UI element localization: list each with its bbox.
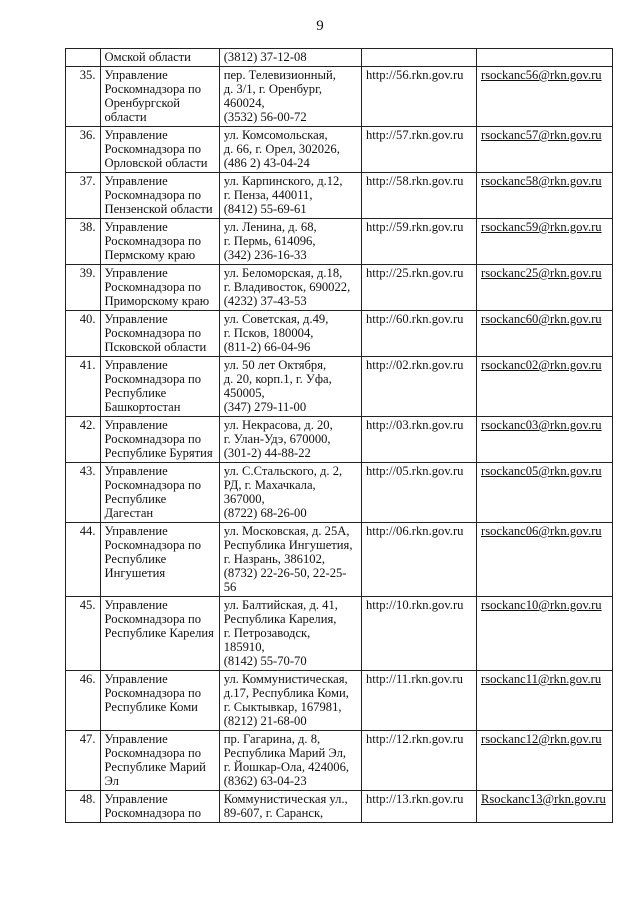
email-link[interactable] [477, 463, 613, 523]
table-row [66, 67, 613, 127]
row-number-cell: 36. [66, 127, 101, 173]
email-link[interactable] [477, 67, 613, 127]
address-cell: пер. Телевизионный, д. 3/1, г. Оренбург, 460024, (3532) 56-00-72 [219, 67, 361, 127]
website-link[interactable]: http://25.rkn.gov.ru [361, 265, 476, 311]
row-number-cell: 38. [66, 219, 101, 265]
row-number-cell: 43. [66, 463, 101, 523]
email-text[interactable]: Rsockanc13@rkn.gov.ru [481, 792, 606, 806]
email-link[interactable] [477, 791, 613, 823]
table-row [66, 523, 613, 597]
row-number-cell: 37. [66, 173, 101, 219]
website-link[interactable]: http://02.rkn.gov.ru [361, 357, 476, 417]
row-number-cell: 45. [66, 597, 101, 671]
table-row [66, 417, 613, 463]
email-text[interactable]: rsockanc10@rkn.gov.ru [481, 598, 602, 612]
website-link[interactable]: http://03.rkn.gov.ru [361, 417, 476, 463]
email-link[interactable] [477, 357, 613, 417]
department-name-cell: Управление Роскомнадзора по Псковской области [100, 311, 219, 357]
address-cell: ул. Балтийская, д. 41, Республика Карелия, г. Петрозаводск, 185910, (8142) 55-70-70 [219, 597, 361, 671]
department-name-cell: Управление Роскомнадзора по Республике Марий Эл [100, 731, 219, 791]
address-cell: ул. Комсомольская, д. 66, г. Орел, 302026, (486 2) 43-04-24 [219, 127, 361, 173]
email-link[interactable] [477, 731, 613, 791]
department-name-cell: Омской области [100, 49, 219, 67]
email-text[interactable]: rsockanc57@rkn.gov.ru [481, 128, 602, 142]
address-cell: ул. 50 лет Октября, д. 20, корп.1, г. Уфа, 450005, (347) 279-11-00 [219, 357, 361, 417]
email-link[interactable] [477, 173, 613, 219]
address-cell: ул. Карпинского, д.12, г. Пенза, 440011, (8412) 55-69-61 [219, 173, 361, 219]
website-link[interactable]: http://11.rkn.gov.ru [361, 671, 476, 731]
website-link[interactable]: http://06.rkn.gov.ru [361, 523, 476, 597]
email-text[interactable]: rsockanc11@rkn.gov.ru [481, 672, 602, 686]
email-link[interactable] [477, 523, 613, 597]
email-text[interactable]: rsockanc59@rkn.gov.ru [481, 220, 602, 234]
department-name-cell: Управление Роскомнадзора по Оренбургской области [100, 67, 219, 127]
email-text[interactable]: rsockanc56@rkn.gov.ru [481, 68, 602, 82]
email-link[interactable] [477, 219, 613, 265]
table-row [66, 357, 613, 417]
department-name-cell: Управление Роскомнадзора по Орловской области [100, 127, 219, 173]
table-body [66, 49, 613, 823]
row-number-cell: 35. [66, 67, 101, 127]
email-link[interactable] [477, 127, 613, 173]
page-number: 9 [316, 18, 324, 34]
address-cell: ул. Ленина, д. 68, г. Пермь, 614096, (342) 236-16-33 [219, 219, 361, 265]
table-row [66, 791, 613, 823]
row-number-cell: 48. [66, 791, 101, 823]
department-name-cell: Управление Роскомнадзора по [100, 791, 219, 823]
email-link[interactable] [477, 265, 613, 311]
address-cell: ул. Советская, д.49, г. Псков, 180004, (811-2) 66-04-96 [219, 311, 361, 357]
email-text[interactable]: rsockanc58@rkn.gov.ru [481, 174, 602, 188]
registry-table [65, 48, 613, 823]
department-name-cell: Управление Роскомнадзора по Республике Коми [100, 671, 219, 731]
table-row [66, 463, 613, 523]
address-cell: ул. Московская, д. 25А, Республика Ингушетия, г. Назрань, 386102, (8732) 22-26-50, 22-25- 56 [219, 523, 361, 597]
row-number-cell: 42. [66, 417, 101, 463]
website-link[interactable]: http://12.rkn.gov.ru [361, 731, 476, 791]
website-link [361, 49, 476, 67]
department-name-cell: Управление Роскомнадзора по Пензенской области [100, 173, 219, 219]
address-cell: Коммунистическая ул., 89-607, г. Саранск, [219, 791, 361, 823]
table-row [66, 173, 613, 219]
table-row [66, 49, 613, 67]
email-link [477, 49, 613, 67]
table-row [66, 127, 613, 173]
address-cell: (3812) 37-12-08 [219, 49, 361, 67]
table-row [66, 671, 613, 731]
website-link[interactable]: http://05.rkn.gov.ru [361, 463, 476, 523]
row-number-cell: 44. [66, 523, 101, 597]
table-row [66, 219, 613, 265]
website-link[interactable]: http://59.rkn.gov.ru [361, 219, 476, 265]
row-number-cell: 39. [66, 265, 101, 311]
department-name-cell: Управление Роскомнадзора по Республике Бурятия [100, 417, 219, 463]
email-text[interactable]: rsockanc12@rkn.gov.ru [481, 732, 602, 746]
website-link[interactable]: http://10.rkn.gov.ru [361, 597, 476, 671]
department-name-cell: Управление Роскомнадзора по Пермскому краю [100, 219, 219, 265]
row-number-cell: 46. [66, 671, 101, 731]
department-name-cell: Управление Роскомнадзора по Республике Карелия [100, 597, 219, 671]
row-number-cell: 40. [66, 311, 101, 357]
department-name-cell: Управление Роскомнадзора по Республике Ингушетия [100, 523, 219, 597]
email-text[interactable]: rsockanc60@rkn.gov.ru [481, 312, 602, 326]
table-row [66, 597, 613, 671]
website-link[interactable]: http://60.rkn.gov.ru [361, 311, 476, 357]
address-cell: ул. Коммунистическая, д.17, Республика Коми, г. Сыктывкар, 167981, (8212) 21-68-00 [219, 671, 361, 731]
address-cell: ул. Беломорская, д.18, г. Владивосток, 690022, (4232) 37-43-53 [219, 265, 361, 311]
department-name-cell: Управление Роскомнадзора по Республике Дагестан [100, 463, 219, 523]
department-name-cell: Управление Роскомнадзора по Республике Башкортостан [100, 357, 219, 417]
email-link[interactable] [477, 417, 613, 463]
email-text[interactable]: rsockanc02@rkn.gov.ru [481, 358, 602, 372]
department-name-cell: Управление Роскомнадзора по Приморскому краю [100, 265, 219, 311]
email-text[interactable]: rsockanc03@rkn.gov.ru [481, 418, 602, 432]
email-text[interactable]: rsockanc25@rkn.gov.ru [481, 266, 602, 280]
table-row [66, 265, 613, 311]
email-link[interactable] [477, 597, 613, 671]
email-text[interactable]: rsockanc06@rkn.gov.ru [481, 524, 602, 538]
address-cell: ул. Некрасова, д. 20, г. Улан-Удэ, 670000, (301-2) 44-88-22 [219, 417, 361, 463]
row-number-cell [66, 49, 101, 67]
email-link[interactable] [477, 311, 613, 357]
website-link[interactable]: http://13.rkn.gov.ru [361, 791, 476, 823]
table-row [66, 311, 613, 357]
website-link[interactable]: http://57.rkn.gov.ru [361, 127, 476, 173]
address-cell: ул. С.Стальского, д. 2, РД, г. Махачкала, 367000, (8722) 68-26-00 [219, 463, 361, 523]
website-link[interactable]: http://58.rkn.gov.ru [361, 173, 476, 219]
row-number-cell: 41. [66, 357, 101, 417]
email-text[interactable]: rsockanc05@rkn.gov.ru [481, 464, 602, 478]
address-cell: пр. Гагарина, д. 8, Республика Марий Эл, г. Йошкар-Ола, 424006, (8362) 63-04-23 [219, 731, 361, 791]
table-row [66, 731, 613, 791]
email-link[interactable] [477, 671, 613, 731]
row-number-cell: 47. [66, 731, 101, 791]
website-link[interactable]: http://56.rkn.gov.ru [361, 67, 476, 127]
